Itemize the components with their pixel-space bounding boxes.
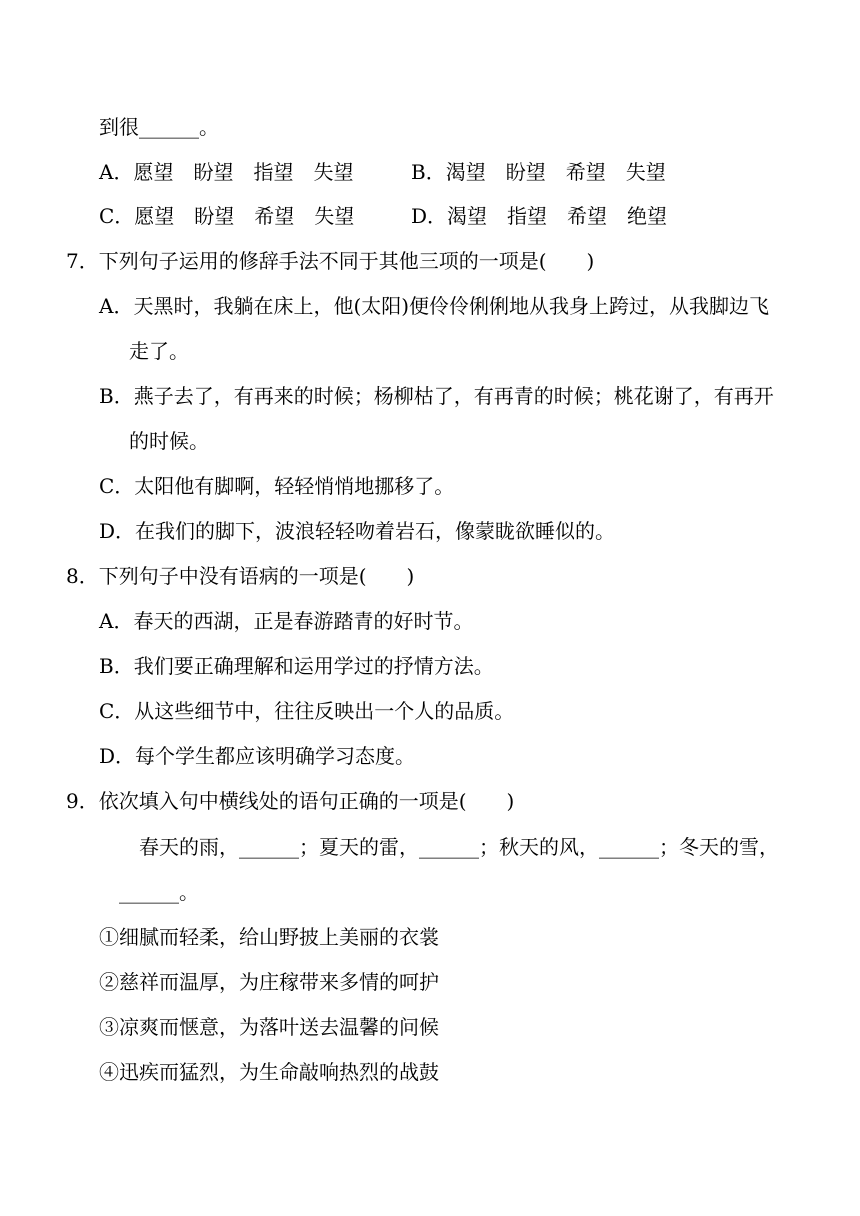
q7-option-c: C．太阳他有脚啊，轻轻悄悄地挪移了。 bbox=[99, 474, 455, 498]
q9-item-3: ③凉爽而惬意，为落叶送去温馨的问候 bbox=[99, 1015, 439, 1039]
q6-option-a: A．愿望 盼望 指望 失望 bbox=[99, 160, 354, 184]
q9-item-1: ①细腻而轻柔，给山野披上美丽的衣裳 bbox=[99, 925, 439, 949]
q8-option-a: A．春天的西湖，正是春游踏青的好时节。 bbox=[99, 609, 474, 633]
q8-stem: 8．下列句子中没有语病的一项是( ) bbox=[66, 564, 415, 588]
q6-option-c: C．愿望 盼望 希望 失望 bbox=[99, 204, 355, 228]
q7-option-b-line2: 的时候。 bbox=[129, 429, 209, 453]
q7-option-d: D．在我们的脚下，波浪轻轻吻着岩石，像蒙眬欲睡似的。 bbox=[99, 519, 616, 543]
q8-option-c: C．从这些细节中，往往反映出一个人的品质。 bbox=[99, 699, 515, 723]
q7-stem: 7．下列句子运用的修辞手法不同于其他三项的一项是( ) bbox=[66, 249, 595, 273]
q7-option-a-line1: A．天黑时，我躺在床上，他(太阳)便伶伶俐俐地从我身上跨过，从我脚边飞 bbox=[99, 294, 770, 318]
q6-tail: 到很______。 bbox=[99, 115, 219, 139]
q7-option-b-line1: B．燕子去了，有再来的时候；杨柳枯了，有再青的时候；桃花谢了，有再开 bbox=[99, 384, 774, 408]
q9-stem: 9．依次填入句中横线处的语句正确的一项是( ) bbox=[66, 789, 515, 813]
q8-option-d: D．每个学生都应该明确学习态度。 bbox=[99, 744, 416, 768]
q6-option-b: B．渴望 盼望 希望 失望 bbox=[411, 160, 666, 184]
q9-item-4: ④迅疾而猛烈，为生命敲响热烈的战鼓 bbox=[99, 1060, 439, 1084]
q8-option-b: B．我们要正确理解和运用学过的抒情方法。 bbox=[99, 654, 494, 678]
q7-option-a-line2: 走了。 bbox=[129, 339, 189, 363]
q9-item-2: ②慈祥而温厚，为庄稼带来多情的呵护 bbox=[99, 970, 439, 994]
q9-passage-line2: ______。 bbox=[119, 880, 199, 904]
q6-option-d: D．渴望 指望 希望 绝望 bbox=[411, 204, 668, 228]
q9-passage-line1: 春天的雨，______；夏天的雷，______；秋天的风，______；冬天的雪， bbox=[139, 835, 779, 859]
